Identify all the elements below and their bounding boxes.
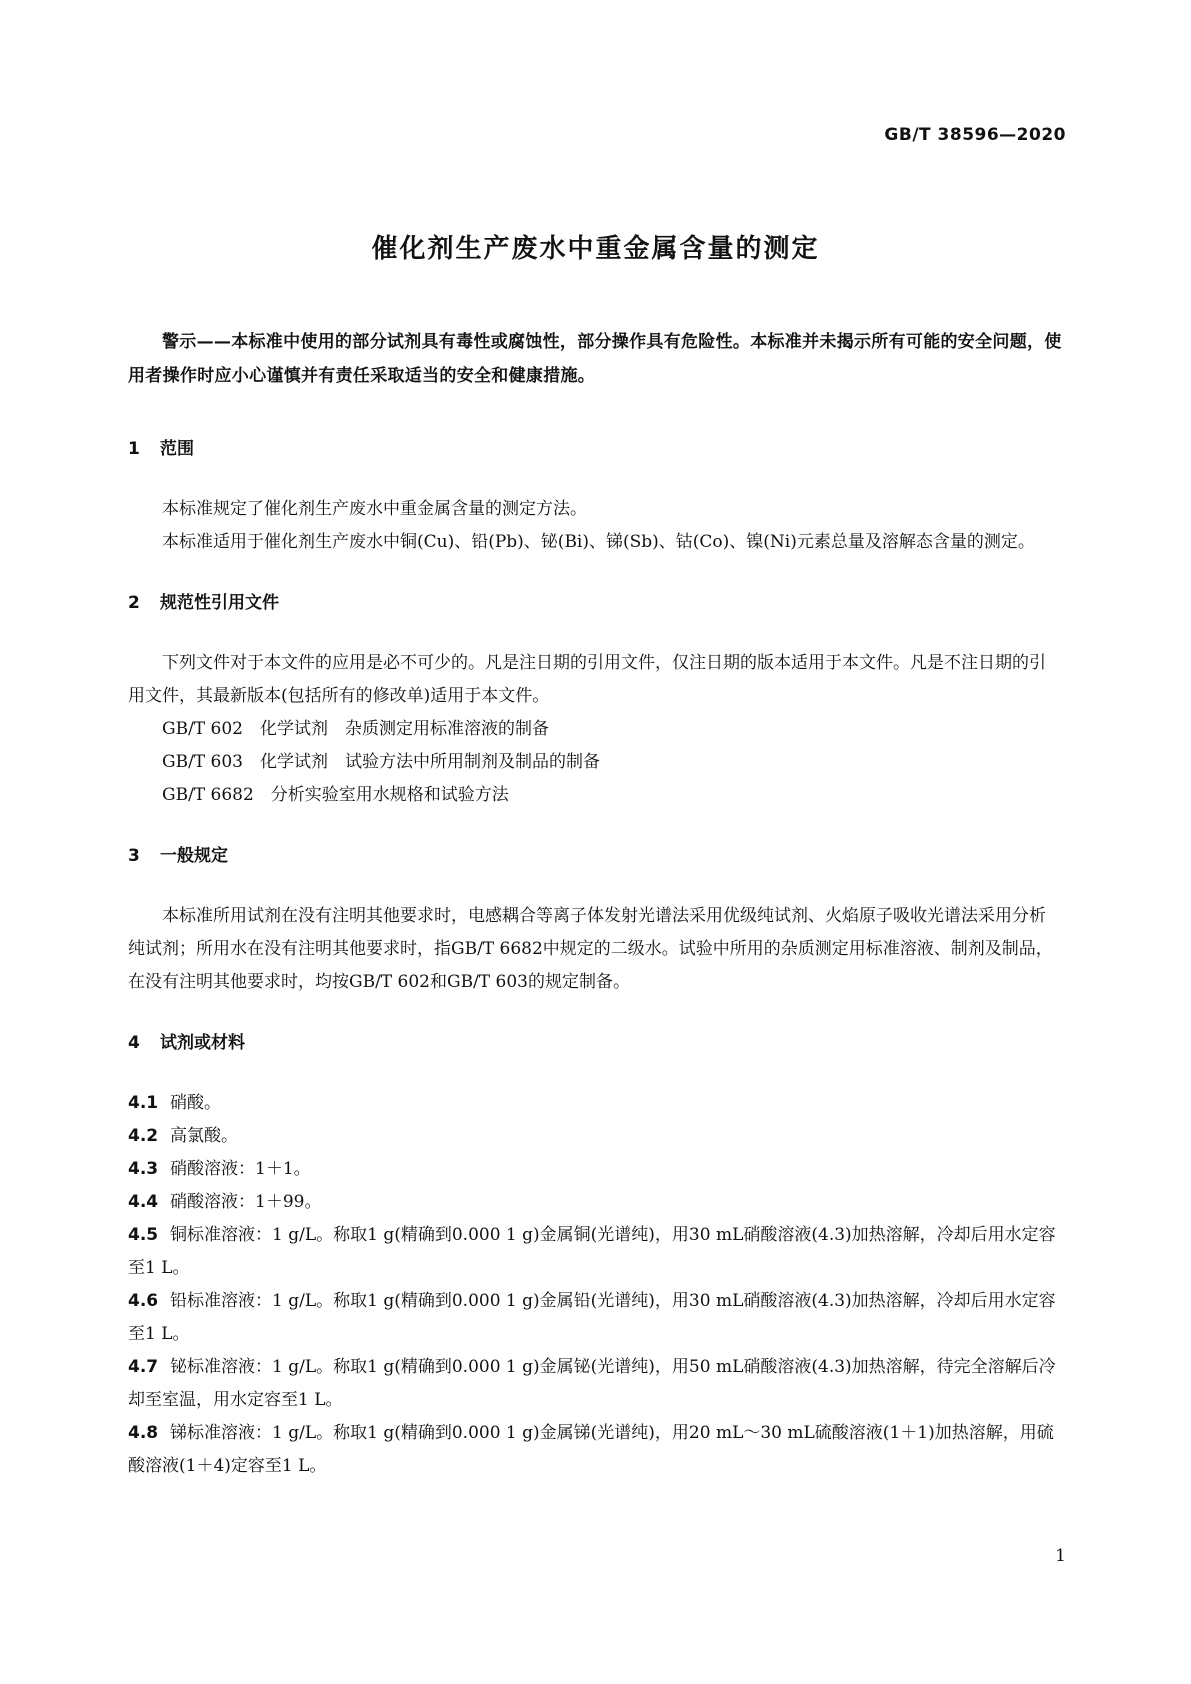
reference-item: GB/T 603 化学试剂 试验方法中所用制剂及制品的制备 bbox=[162, 752, 600, 772]
item-number: 4.7 bbox=[128, 1357, 159, 1377]
section-heading bbox=[128, 437, 1062, 461]
section-number: 1 bbox=[128, 439, 140, 459]
list-item bbox=[128, 1186, 1062, 1219]
section-title: 试剂或材料 bbox=[160, 1033, 245, 1053]
standard-code: GB/T 38596—2020 bbox=[884, 125, 1066, 145]
list-item bbox=[128, 1351, 1062, 1417]
list-item bbox=[128, 1087, 1062, 1120]
section-general-provisions bbox=[128, 844, 1062, 999]
item-text: 铜标准溶液：1 g/L。称取1 g(精确到0.000 1 g)金属铜(光谱纯)，用30 mL硝酸溶液(4.3)加热溶解，冷却后用水定容至1 L。 bbox=[128, 1225, 1056, 1278]
section-normative-references bbox=[128, 591, 1062, 812]
paragraph: 本标准适用于催化剂生产废水中铜(Cu)、铅(Pb)、铋(Bi)、锑(Sb)、钴(Co)、镍(Ni)元素总量及溶解态含量的测定。 bbox=[162, 532, 1035, 552]
list-item bbox=[128, 1417, 1062, 1483]
section-heading bbox=[128, 591, 1062, 615]
item-number: 4.8 bbox=[128, 1423, 159, 1443]
item-text: 锑标准溶液：1 g/L。称取1 g(精确到0.000 1 g)金属锑(光谱纯)，用20 mL～30 mL硫酸溶液(1＋1)加热溶解，用硫酸溶液(1＋4)定容至1 L。 bbox=[128, 1423, 1054, 1476]
document-body bbox=[128, 325, 1062, 1483]
paragraph: 本标准所用试剂在没有注明其他要求时，电感耦合等离子体发射光谱法采用优级纯试剂、火焰原子吸收光谱法采用分析纯试剂；所用水在没有注明其他要求时，指GB/T 6682中规定的二级水。试验中所用的杂质测定用标准溶液、制剂及制品，在没有注明其他要求时，均按GB/T 602和GB/T 603的规定制备。 bbox=[128, 906, 1053, 992]
document-title: 催化剂生产废水中重金属含量的测定 bbox=[371, 234, 820, 264]
item-text: 铋标准溶液：1 g/L。称取1 g(精确到0.000 1 g)金属铋(光谱纯)，用50 mL硝酸溶液(4.3)加热溶解，待完全溶解后冷却至室温，用水定容至1 L。 bbox=[128, 1357, 1056, 1410]
item-number: 4.1 bbox=[128, 1093, 159, 1113]
item-number: 4.6 bbox=[128, 1291, 159, 1311]
item-number: 4.5 bbox=[128, 1225, 159, 1245]
item-text: 铅标准溶液：1 g/L。称取1 g(精确到0.000 1 g)金属铅(光谱纯)，用30 mL硝酸溶液(4.3)加热溶解，冷却后用水定容至1 L。 bbox=[128, 1291, 1056, 1344]
list-item bbox=[128, 1153, 1062, 1186]
paragraph: 本标准规定了催化剂生产废水中重金属含量的测定方法。 bbox=[162, 499, 587, 519]
section-title: 规范性引用文件 bbox=[160, 593, 279, 613]
section-title: 一般规定 bbox=[160, 846, 228, 866]
section-title: 范围 bbox=[160, 439, 194, 459]
list-item bbox=[128, 1219, 1062, 1285]
item-number: 4.2 bbox=[128, 1126, 159, 1146]
section-number: 4 bbox=[128, 1033, 140, 1053]
section-scope bbox=[128, 437, 1062, 559]
item-number: 4.3 bbox=[128, 1159, 159, 1179]
section-reagents bbox=[128, 1031, 1062, 1483]
item-text: 硝酸溶液：1＋99。 bbox=[170, 1192, 322, 1212]
item-number: 4.4 bbox=[128, 1192, 159, 1212]
section-heading bbox=[128, 844, 1062, 868]
paragraph: 下列文件对于本文件的应用是必不可少的。凡是注日期的引用文件，仅注日期的版本适用于本文件。凡是不注日期的引用文件，其最新版本(包括所有的修改单)适用于本文件。 bbox=[128, 653, 1046, 706]
section-number: 3 bbox=[128, 846, 140, 866]
section-number: 2 bbox=[128, 593, 140, 613]
warning-text: 警示——本标准中使用的部分试剂具有毒性或腐蚀性，部分操作具有危险性。本标准并未揭示所有可能的安全问题，使用者操作时应小心谨慎并有责任采取适当的安全和健康措施。 bbox=[128, 332, 1062, 386]
list-item bbox=[128, 1120, 1062, 1153]
list-item bbox=[128, 1285, 1062, 1351]
reference-item: GB/T 6682 分析实验室用水规格和试验方法 bbox=[162, 785, 509, 805]
item-text: 硝酸。 bbox=[170, 1093, 221, 1113]
section-heading bbox=[128, 1031, 1062, 1055]
item-text: 硝酸溶液：1＋1。 bbox=[170, 1159, 311, 1179]
page-number: 1 bbox=[1055, 1546, 1066, 1566]
reference-item: GB/T 602 化学试剂 杂质测定用标准溶液的制备 bbox=[162, 719, 549, 739]
item-text: 高氯酸。 bbox=[170, 1126, 238, 1146]
